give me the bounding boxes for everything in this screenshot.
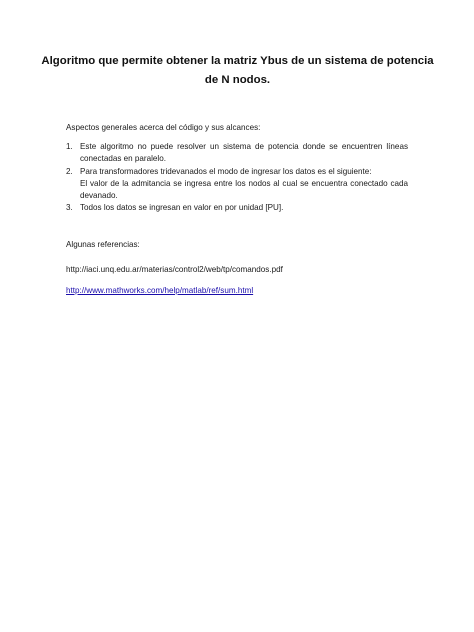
list-item-text: Para transformadores tridevanados el modo de ingresar los datos es el siguiente: xyxy=(80,166,372,176)
list-item-text: Este algoritmo no puede resolver un sistema de potencia donde se encuentren líneas conectadas en paralelo. xyxy=(80,142,408,164)
list-item xyxy=(66,166,408,203)
list-item xyxy=(66,202,408,214)
list-item xyxy=(66,141,408,166)
list-item-number: 2. xyxy=(66,166,73,176)
document-title: Algoritmo que permite obtener la matriz Ybus de un sistema de potencia de N nodos. xyxy=(41,55,434,86)
scope-list xyxy=(66,141,408,215)
list-item-text: El valor de la admitancia se ingresa entre los nodos al cual se encuentra conectado cada devanado. xyxy=(80,178,408,201)
references-heading: Algunas referencias: xyxy=(66,240,140,249)
list-item-number: 3. xyxy=(66,203,73,213)
reference-link[interactable]: http://www.mathworks.com/help/matlab/ref/sum.html xyxy=(66,286,254,295)
list-item-text: Todos los datos se ingresan en valor en por unidad [PU]. xyxy=(80,203,284,213)
intro-text: Aspectos generales acerca del código y sus alcances: xyxy=(66,123,261,132)
reference-text: http://iaci.unq.edu.ar/materias/control2/web/tp/comandos.pdf xyxy=(66,265,283,274)
list-item-number: 1. xyxy=(66,142,73,151)
